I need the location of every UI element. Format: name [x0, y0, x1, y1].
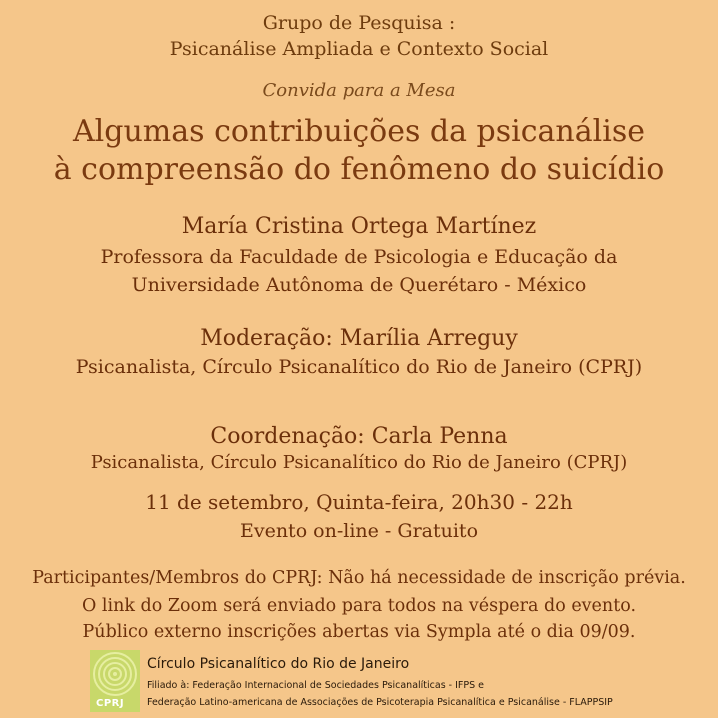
speaker-name: María Cristina Ortega Martínez	[181, 214, 537, 239]
event-title-line2: à compreensão do fenômeno do suicídio	[53, 152, 665, 187]
cprj-logo	[90, 650, 140, 712]
event-title-line1: Algumas contribuições da psicanálise	[73, 114, 645, 149]
moderation-label: Moderação: Marília Arreguy	[200, 326, 518, 351]
note-line3: Público externo inscrições abertas via Sympla até o dia 09/09.	[82, 622, 636, 642]
coordination-label: Coordenação: Carla Penna	[210, 424, 508, 449]
group-label: Grupo de Pesquisa :	[262, 12, 456, 34]
org-affiliation-line1: Filiado à: Federação Internacional de Sociedades Psicanalíticas - IFPS e	[147, 680, 485, 691]
event-date-time: 11 de setembro, Quinta-feira, 20h30 - 22h	[145, 490, 573, 514]
note-line2: O link do Zoom será enviado para todos na véspera do evento.	[81, 596, 637, 616]
coordination-affiliation: Psicanalista, Círculo Psicanalítico do Rio de Janeiro (CPRJ)	[90, 452, 628, 473]
moderation-affiliation: Psicanalista, Círculo Psicanalítico do Rio de Janeiro (CPRJ)	[75, 356, 643, 378]
note-line1: Participantes/Membros do CPRJ: Não há necessidade de inscrição prévia.	[32, 568, 686, 588]
spiral-icon	[90, 650, 140, 700]
invite-text: Convida para a Mesa	[262, 80, 456, 101]
org-affiliation-line2: Federação Latino-americana de Associações de Psicoterapia Psicanalítica e Psicanálise - FLAPPSIP	[147, 697, 613, 708]
speaker-affiliation-line2: Universidade Autônoma de Querétaro - México	[131, 274, 587, 296]
org-name: Círculo Psicanalítico do Rio de Janeiro	[147, 656, 410, 672]
speaker-affiliation-line1: Professora da Faculdade de Psicologia e Educação da	[100, 246, 618, 268]
group-name: Psicanálise Ampliada e Contexto Social	[169, 38, 549, 60]
event-format: Evento on-line - Gratuito	[239, 520, 479, 542]
logo-text: CPRJ	[96, 698, 125, 709]
